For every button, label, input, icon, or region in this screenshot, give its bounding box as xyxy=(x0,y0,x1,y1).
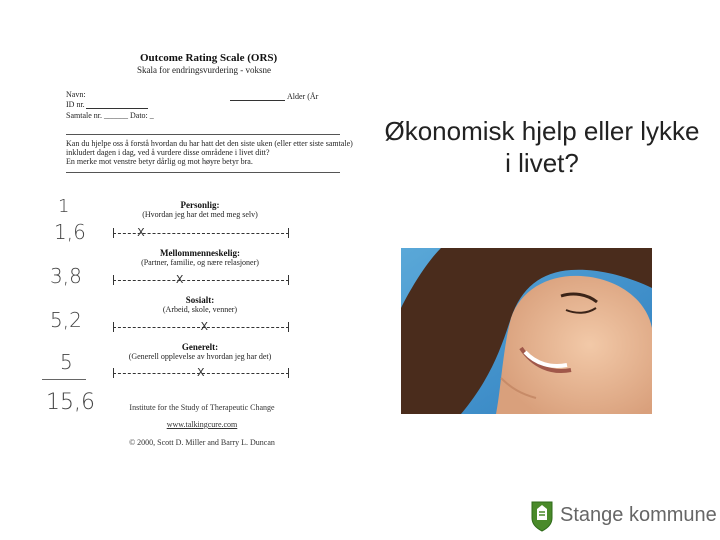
rating-scale-social xyxy=(113,322,289,332)
scale-mark: X xyxy=(175,273,184,286)
form-question-line: Kan du hjelpe oss å forstå hvordan du har hatt det den siste uken (eller etter siste samtale) xyxy=(66,139,353,148)
handwritten-score-general: 5 xyxy=(60,350,73,374)
section-title-interpersonal: Mellommenneskelig: xyxy=(160,248,240,258)
form-question-line: En merke mot venstre betyr dårlig og mot høyre betyr bra. xyxy=(66,157,253,166)
section-desc-social: (Arbeid, skole, venner) xyxy=(162,305,238,314)
field-id: ID nr. xyxy=(66,100,85,109)
rating-scale-interpersonal xyxy=(113,275,289,285)
stange-kommune-logo xyxy=(530,500,717,534)
handwritten-total: 15,6 xyxy=(46,390,95,415)
field-line xyxy=(230,100,285,101)
form-subtitle: Skala for endringsvurdering - voksne xyxy=(137,65,271,75)
form-copyright: © 2000, Scott D. Miller and Barry L. Duncan xyxy=(129,438,275,447)
form-divider xyxy=(66,172,340,173)
handwritten-score-interpersonal: 3,8 xyxy=(50,264,82,288)
form-url: www.talkingcure.com xyxy=(166,420,238,429)
handwritten-score-personal: 1,6 xyxy=(54,220,86,244)
slide-title: Økonomisk hjelp eller lykke i livet? xyxy=(384,116,700,178)
ors-form-scan xyxy=(60,40,360,500)
section-title-general: Generelt: xyxy=(181,342,219,352)
form-institute: Institute for the Study of Therapeutic Change xyxy=(129,403,275,412)
handwritten-note: 1 xyxy=(58,196,70,217)
form-divider xyxy=(66,134,340,135)
field-line xyxy=(86,108,148,109)
field-age: Alder (År xyxy=(287,92,319,101)
field-session: Samtale nr. ______ Dato: _ xyxy=(66,111,154,120)
form-title: Outcome Rating Scale (ORS) xyxy=(140,52,278,64)
form-question-line: inkludert dagen i dag, ved å vurdere disse områdene i livet ditt? xyxy=(66,148,270,157)
scale-mark: X xyxy=(200,320,209,333)
rating-scale-personal xyxy=(113,228,289,238)
section-title-personal: Personlig: xyxy=(180,200,220,210)
handwritten-score-social: 5,2 xyxy=(50,308,82,332)
shield-icon xyxy=(530,500,554,532)
rating-scale-general xyxy=(113,368,289,378)
scale-mark: X xyxy=(197,366,205,379)
field-name: Navn: xyxy=(66,90,86,99)
photo-illustration xyxy=(401,248,652,414)
sum-underline xyxy=(42,379,86,380)
section-desc-interpersonal: (Partner, familie, og nære relasjoner) xyxy=(141,258,259,267)
section-title-social: Sosialt: xyxy=(185,295,215,305)
scale-mark: X xyxy=(137,226,145,239)
section-desc-general: (Generell opplevelse av hvordan jeg har det) xyxy=(128,352,272,361)
smiling-woman-photo xyxy=(401,248,652,414)
section-desc-personal: (Hvordan jeg har det med meg selv) xyxy=(142,210,258,219)
logo-text: Stange kommune xyxy=(560,504,717,526)
